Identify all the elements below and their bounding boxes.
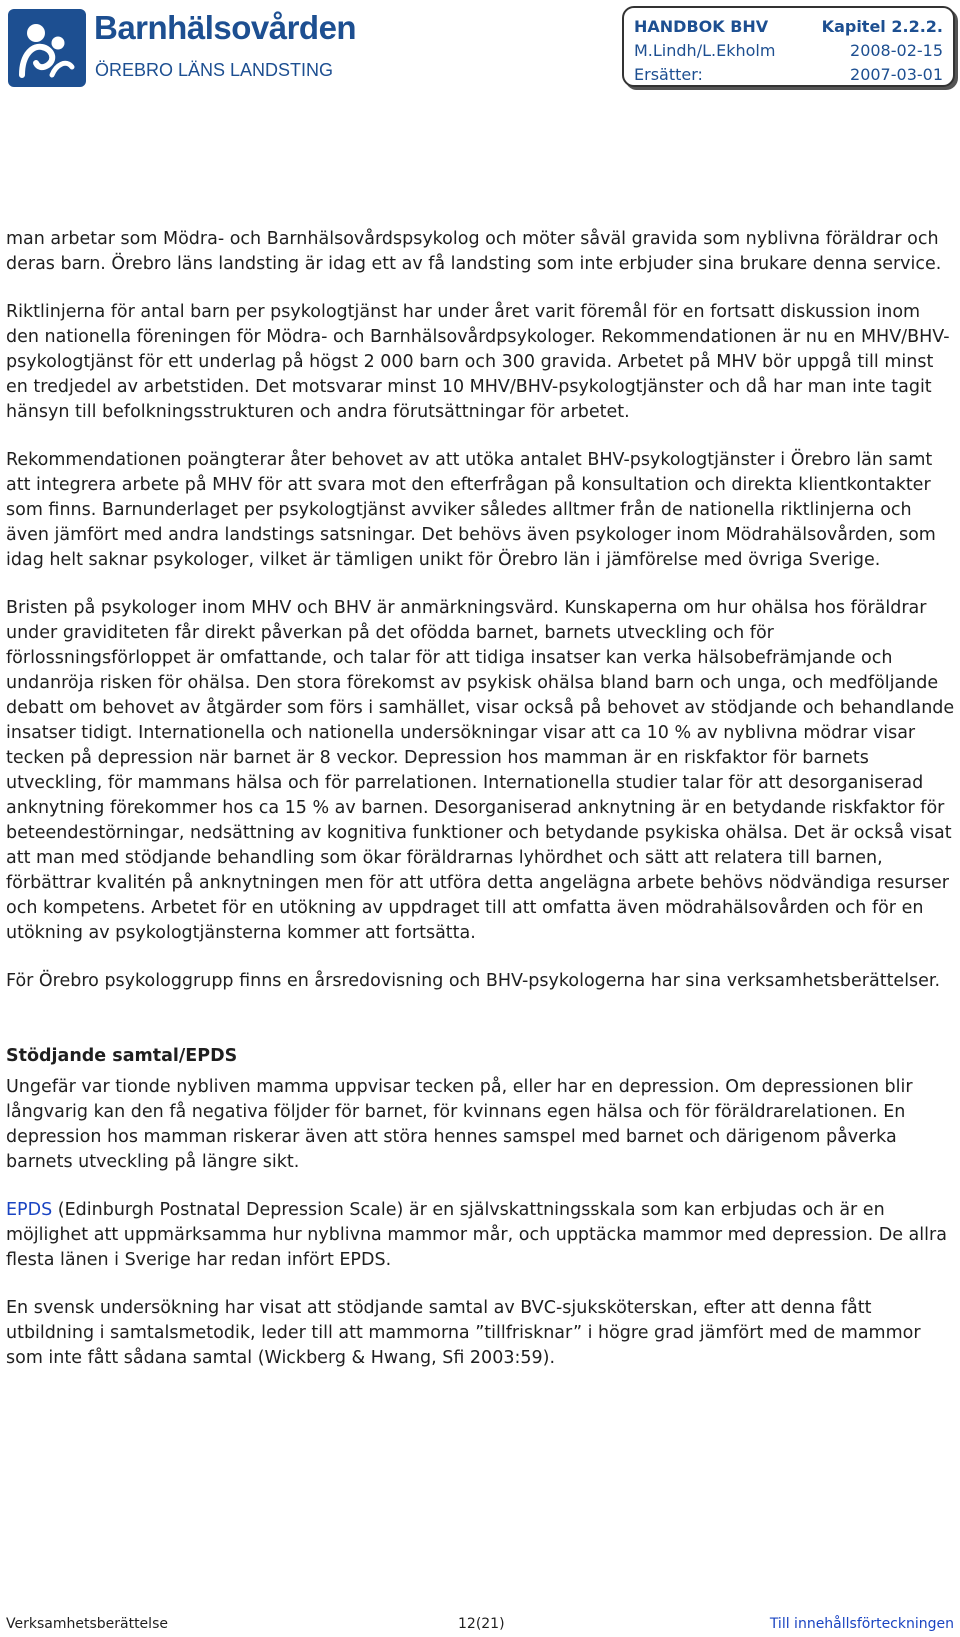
page-footer [6,1614,954,1636]
document-date: 2008-02-15 [850,40,943,60]
paragraph: Ungefär var tionde nybliven mamma uppvisar tecken på, eller har en depression. Om depressionen blir långvarig kan den få negativa följder för barnet, för kvinnans egen hälsa och för föräldrarelationen. En depression hos mamman riskerar även att störa hennes samspel med barnet och därigenom påverka barnets utveckling på längre sikt. [6,1077,913,1172]
replaces-label: Ersätter: [634,64,703,84]
document-info-box [622,6,955,87]
replaces-date: 2007-03-01 [850,64,943,84]
info-row-title [634,14,943,38]
chapter-number: Kapitel 2.2.2. [821,16,943,36]
info-row-replaces [634,62,943,86]
footer-document-title: Verksamhetsberättelse [6,1616,168,1632]
table-of-contents-link[interactable]: Till innehållsförteckningen [769,1616,954,1632]
info-row-authors [634,38,943,62]
organization-name: Barnhälsovården [94,9,357,46]
paragraph: man arbetar som Mödra- och Barnhälsovårdspsykolog och möter såväl gravida som nyblivna föräldrar och deras barn. Örebro läns landsting är idag ett av få landsting som inte erbjuder sina brukare denna service. [6,229,942,274]
handbook-title: HANDBOK BHV [634,16,769,36]
organization-subtitle: ÖREBRO LÄNS LANDSTING [95,60,334,80]
page-number: 12(21) [458,1616,505,1632]
paragraph: Rekommendationen poängterar åter behovet av att utöka antalet BHV-psykologtjänster i Örebro län samt att integrera arbete på MHV för att svara mot den efterfrågan på konsultation och direkta klientkontakter som finns. Barnunderlaget per psykologtjänst avviker således alltmer från de nationella riktlinjerna och även jämfört med andra landstings satsningar. Det behövs även psykologer inom Mödrahälsovården, som idag helt saknar psykologer, vilket är tämligen unikt för Örebro län i jämförelse med övriga Sverige. [6,450,936,570]
epds-paragraph [6,1198,956,1273]
parent-child-logo-icon [8,9,86,87]
authors: M.Lindh/L.Ekholm [634,40,776,60]
document-body [6,227,956,1394]
section-heading: Stödjande samtal/EPDS [6,1046,238,1066]
paragraph: För Örebro psykologgrupp finns en årsredovisning och BHV-psykologerna har sina verksamhetsberättelser. [6,971,941,991]
organization-logo [6,6,366,88]
paragraph: En svensk undersökning har visat att stödjande samtal av BVC-sjuksköterskan, efter att denna fått utbildning i samtalsmetodik, leder till att mammorna ”tillfrisknar” i högre grad jämfört med de mammor som inte fått sådana samtal (Wickberg & Hwang, Sfi 2003:59). [6,1298,921,1368]
paragraph: Riktlinjerna för antal barn per psykologtjänst har under året varit föremål för en fortsatt diskussion inom den nationella föreningen för Mödra- och Barnhälsovårdpsykologer. Rekommendationen är nu en MHV/BHV-psykologtjänst för ett underlag på högst 2 000 barn och 300 gravida. Arbetet på MHV bör uppgå till minst en tredjedel av arbetstiden. Det motsvarar minst 10 MHV/BHV-psykologtjänster och då har man inte tagit hänsyn till befolkningsstrukturen och andra förutsättningar för arbetet. [6,302,950,422]
epds-paragraph-text: (Edinburgh Postnatal Depression Scale) är en självskattningsskala som kan erbjudas och är en möjlighet att uppmärksamma hur nyblivna mammor mår, och upptäcka mammor med depression. De allra flesta länen i Sverige har redan infört EPDS. [6,1200,947,1270]
epds-link[interactable]: EPDS [6,1200,53,1220]
paragraph: Bristen på psykologer inom MHV och BHV är anmärkningsvärd. Kunskaperna om hur ohälsa hos föräldrar under graviditeten får direkt påverkan på det ofödda barnet, barnets utveckling och för förlossningsförloppet är omfattande, och talar för att tidiga insatser kan verka hälsobefrämjande och undanröja risken för ohälsa. Den stora förekomst av psykisk ohälsa bland barn och unga, och medföljande debatt om behovet av åtgärder som förs i samhället, visar också på behovet av stödjande och behandlande insatser tidigt. Internationella och nationella undersökningar visar att ca 10 % av nyblivna mödrar visar tecken på depression när barnet är 8 veckor. Depression hos mamman är en riskfaktor för barnets utveckling, för mammans hälsa och för parrelationen. Internationella studier talar för att desorganiserad anknytning förekommer hos ca 15 % av barnen. Desorganiserad anknytning är en betydande riskfaktor för beteendestörningar, nedsättning av kognitiva funktioner och betydande psykiska ohälsa. Det är också visat att man med stödjande behandling som ökar föräldrarnas lyhördhet och sätt att relatera till barnen, förbättrar kvalitén på anknytningen men för att utföra detta angelägna arbete behövs nödvändiga resurser och kompetens. Arbetet för en utökning av uppdraget till att omfatta även mödrahälsovården och för en utökning av psykologtjänsterna kommer att fortsätta. [6,598,955,943]
